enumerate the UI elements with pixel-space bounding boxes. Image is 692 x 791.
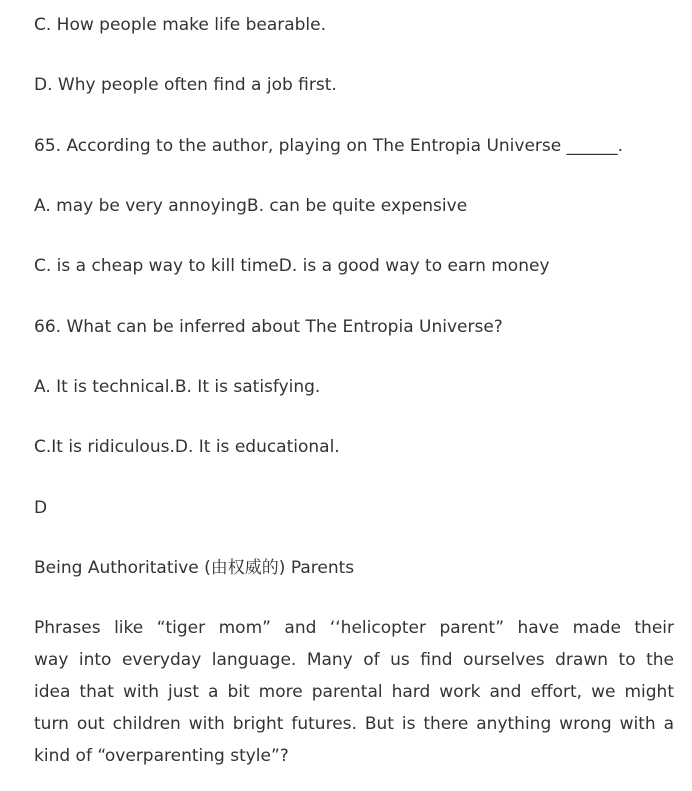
passage-title: Being Authoritative (由权威的) Parents (34, 558, 355, 578)
section-label: D (34, 498, 48, 518)
options-65-cd: C. is a cheap way to kill timeD. is a good way to earn money (34, 256, 550, 276)
paragraph-line: idea that with just a bit more parental hard work and effort, we might (34, 682, 674, 702)
option-64d: D. Why people often find a job first. (34, 75, 337, 95)
paragraph-line: way into everyday language. Many of us find ourselves drawn to the (34, 650, 674, 670)
options-66-ab: A. It is technical.B. It is satisfying. (34, 377, 321, 397)
paragraph-line: turn out children with bright futures. But is there anything wrong with a (34, 714, 674, 734)
options-66-cd: C.It is ridiculous.D. It is educational. (34, 437, 340, 457)
paragraph-line: Phrases like “tiger mom” and ‘‘helicopter parent” have made their (34, 618, 674, 638)
paragraph-line: kind of “overparenting style”? (34, 746, 289, 766)
option-64c: C. How people make life bearable. (34, 15, 327, 35)
question-65: 65. According to the author, playing on The Entropia Universe ______. (34, 136, 624, 156)
passage-paragraph (34, 612, 674, 772)
options-65-ab: A. may be very annoyingB. can be quite expensive (34, 196, 468, 216)
question-66: 66. What can be inferred about The Entropia Universe? (34, 317, 503, 337)
